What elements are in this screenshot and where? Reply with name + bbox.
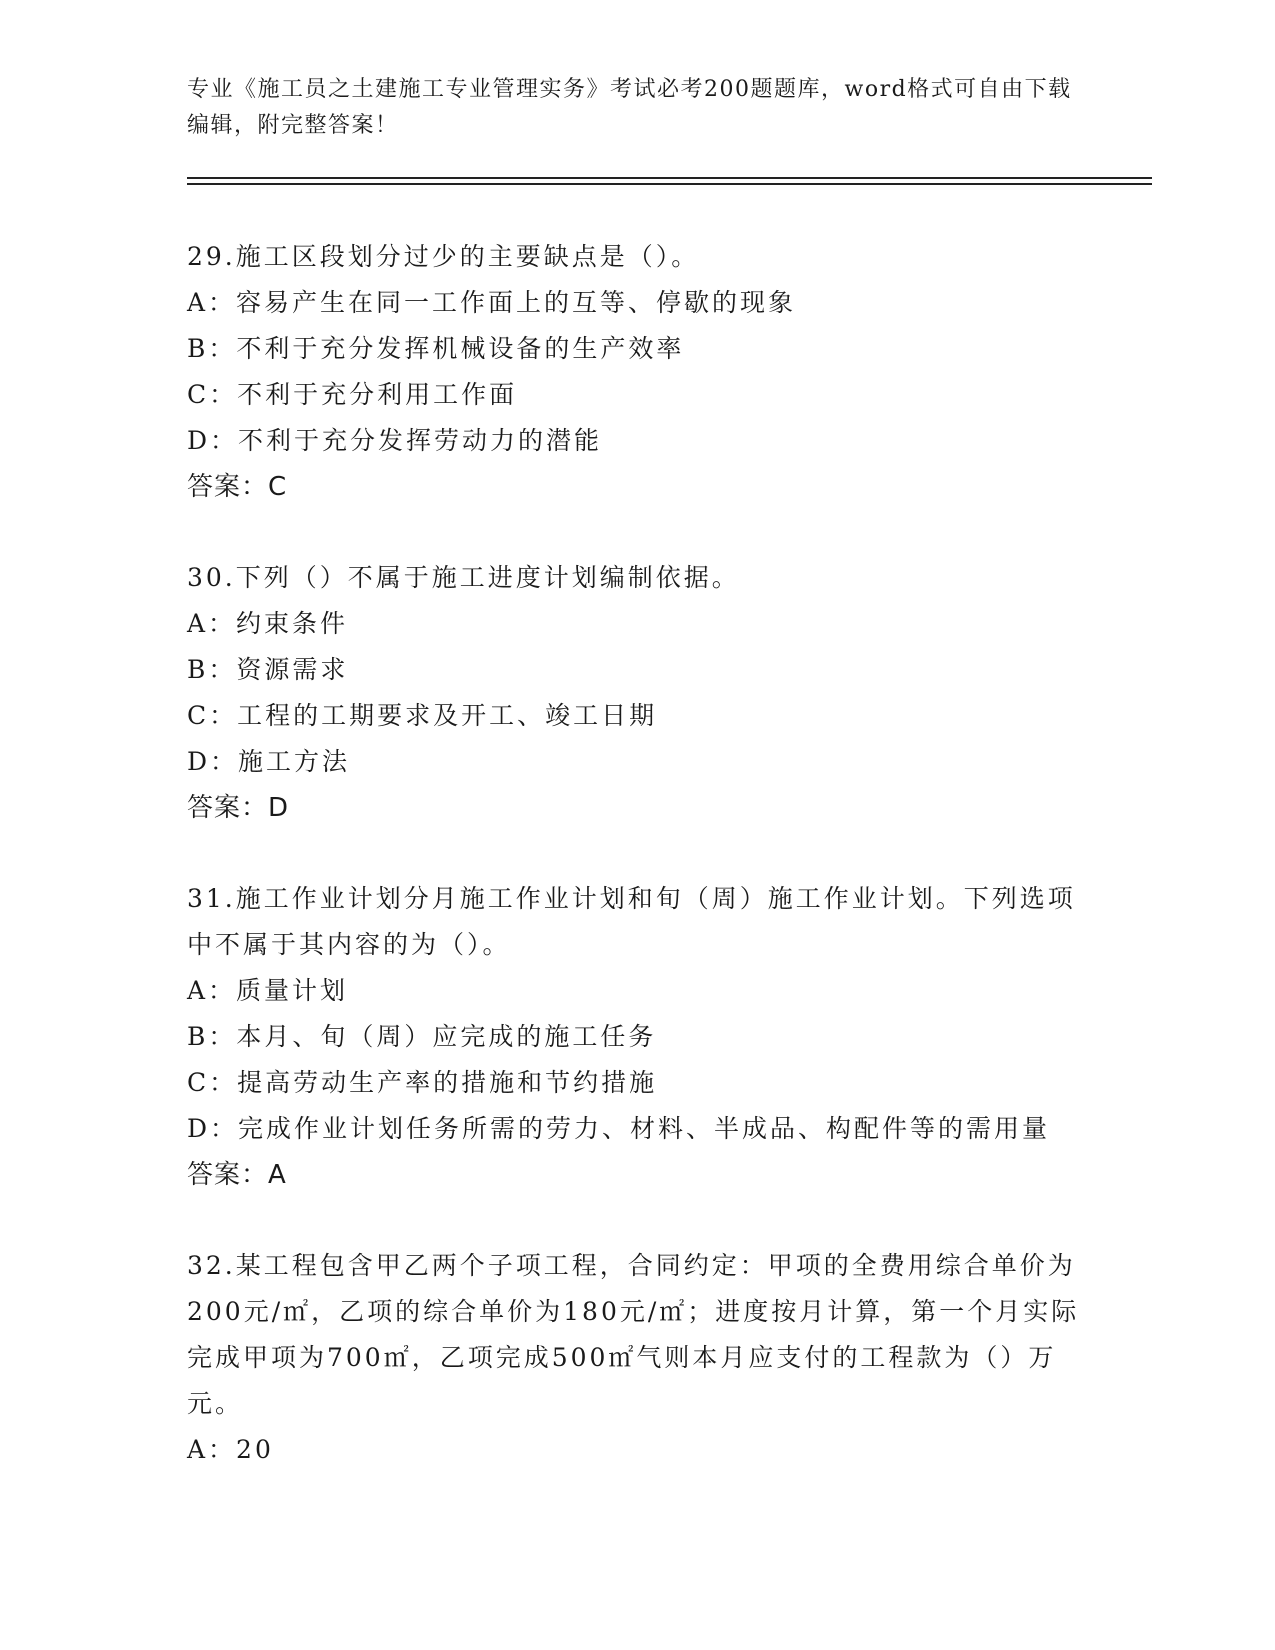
option-c: C：不利于充分利用工作面 <box>187 380 518 409</box>
option-a: A：质量计划 <box>187 976 349 1005</box>
option-b: B：不利于充分发挥机械设备的生产效率 <box>187 334 685 363</box>
option-d: D：施工方法 <box>187 747 351 776</box>
answer-line: 答案：A <box>187 1160 287 1190</box>
option-a: A：约束条件 <box>187 609 349 638</box>
question-stem: 30.下列（）不属于施工进度计划编制依据。 <box>187 563 740 592</box>
option-d: D：不利于充分发挥劳动力的潜能 <box>187 426 603 455</box>
option-a: A：20 <box>187 1435 274 1464</box>
option-c: C：工程的工期要求及开工、竣工日期 <box>187 701 658 730</box>
question-30 <box>187 555 1087 831</box>
document-header: 专业《施工员之土建施工专业管理实务》考试必考200题题库，word格式可自由下载编辑，附完整答案！ <box>187 77 1072 138</box>
question-stem: 31.施工作业计划分月施工作业计划和旬（周）施工作业计划。下列选项中不属于其内容的为（）。 <box>187 884 1076 959</box>
question-stem: 29.施工区段划分过少的主要缺点是（）。 <box>187 242 700 271</box>
option-b: B：资源需求 <box>187 655 349 684</box>
question-31 <box>187 876 1087 1198</box>
option-b: B：本月、旬（周）应完成的施工任务 <box>187 1022 657 1051</box>
header-divider-top <box>187 177 1152 179</box>
question-stem: 32.某工程包含甲乙两个子项工程，合同约定：甲项的全费用综合单价为200元/㎡，乙项的综合单价为180元/㎡；进度按月计算，第一个月实际完成甲项为700㎡，乙项完成500㎡气则本月应支付的工程款为（）万元。 <box>187 1251 1080 1418</box>
header-divider-bottom <box>187 183 1152 185</box>
option-c: C：提高劳动生产率的措施和节约措施 <box>187 1068 658 1097</box>
option-a: A：容易产生在同一工作面上的互等、停歇的现象 <box>187 288 797 317</box>
option-d: D：完成作业计划任务所需的劳力、材料、半成品、构配件等的需用量 <box>187 1114 1051 1143</box>
question-32 <box>187 1243 1087 1473</box>
answer-line: 答案：D <box>187 793 290 823</box>
answer-line: 答案：C <box>187 472 288 502</box>
question-29 <box>187 234 1087 510</box>
